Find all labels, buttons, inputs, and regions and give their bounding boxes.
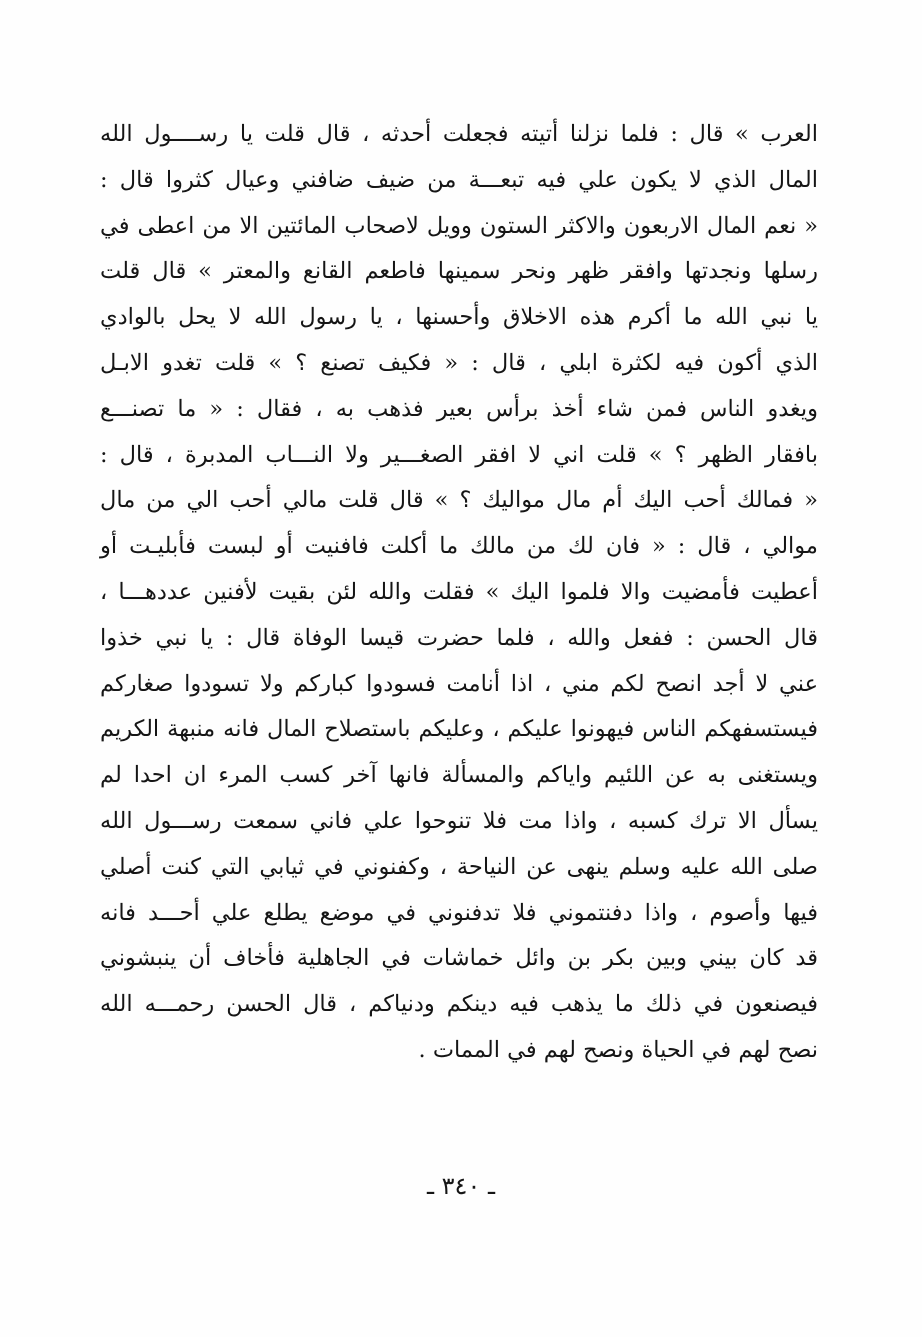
text-line: ويغدو الناس فمن شاء أخذ برأس بعير فذهب به ، فقال : « ما تصنـــع bbox=[100, 395, 818, 422]
text-line: قال الحسن : ففعل والله ، فلما حضرت قيسا الوفاة قال : يا نبي خذوا bbox=[100, 624, 818, 651]
text-line: « فمالك أحب اليك أم مال مواليك ؟ » قال قلت مالي أحب الي من مال bbox=[100, 487, 818, 514]
text-line: أعطيت فأمضيت والا فلموا اليك » فقلت والله لئن بقيت لأفنين عددهـــا ، bbox=[100, 578, 818, 605]
text-line: فيها وأصوم ، واذا دفنتموني فلا تدفنوني في موضع يطلع علي أحـــد فانه bbox=[100, 899, 818, 926]
text-line: يا نبي الله ما أكرم هذه الاخلاق وأحسنها ، يا رسول الله لا يحل بالوادي bbox=[100, 304, 818, 331]
text-line: موالي ، قال : « فان لك من مالك ما أكلت فافنيت أو لبست فأبليـت أو bbox=[100, 533, 818, 560]
text-line: عني لا أجد انصح لكم مني ، اذا أنامت فسودوا كباركم ولا تسودوا صغاركم bbox=[100, 670, 818, 697]
text-line: صلى الله عليه وسلم ينهى عن النياحة ، وكفنوني في ثيابي التي كنت أصلي bbox=[100, 853, 818, 880]
text-line: « نعم المال الاربعون والاكثر الستون وويل لاصحاب المائتين الا من اعطى في bbox=[100, 212, 818, 239]
text-line: رسلها ونجدتها وافقر ظهر ونحر سمينها فاطعم القانع والمعتر » قال قلت bbox=[100, 258, 818, 285]
text-line: الذي أكون فيه لكثرة ابلي ، قال : « فكيف تصنع ؟ » قلت تغدو الابـل bbox=[100, 349, 818, 376]
text-line: بافقار الظهر ؟ » قلت اني لا افقر الصغـــير ولا النـــاب المدبرة ، قال : bbox=[100, 441, 818, 468]
text-line: ويستغنى به عن اللئيم واياكم والمسألة فانها آخر كسب المرء ان احدا لم bbox=[100, 762, 818, 789]
body-text bbox=[100, 112, 818, 1074]
page-number: ـ ٣٤٠ ـ bbox=[426, 1172, 495, 1200]
text-line: فيستسفهكم الناس فيهونوا عليكم ، وعليكم باستصلاح المال فانه منبهة الكريم bbox=[100, 716, 818, 743]
text-line: العرب » قال : فلما نزلنا أتيته فجعلت أحدثه ، قال قلت يا رســــول الله bbox=[100, 121, 818, 147]
text-line: فيصنعون في ذلك ما يذهب فيه دينكم ودنياكم ، قال الحسن رحمـــه الله bbox=[100, 991, 818, 1018]
text-line: يسأل الا ترك كسبه ، واذا مت فلا تنوحوا علي فاني سمعت رســـول الله bbox=[100, 807, 818, 834]
text-line-last: نصح لهم في الحياة ونصح لهم في الممات . bbox=[418, 1036, 818, 1063]
text-line: قد كان بيني وبين بكر بن وائل خماشات في الجاهلية فأخاف أن ينبشوني bbox=[100, 945, 818, 972]
text-line: المال الذي لا يكون علي فيه تبعـــة من ضيف ضافني وعيال كثروا قال : bbox=[100, 166, 818, 193]
